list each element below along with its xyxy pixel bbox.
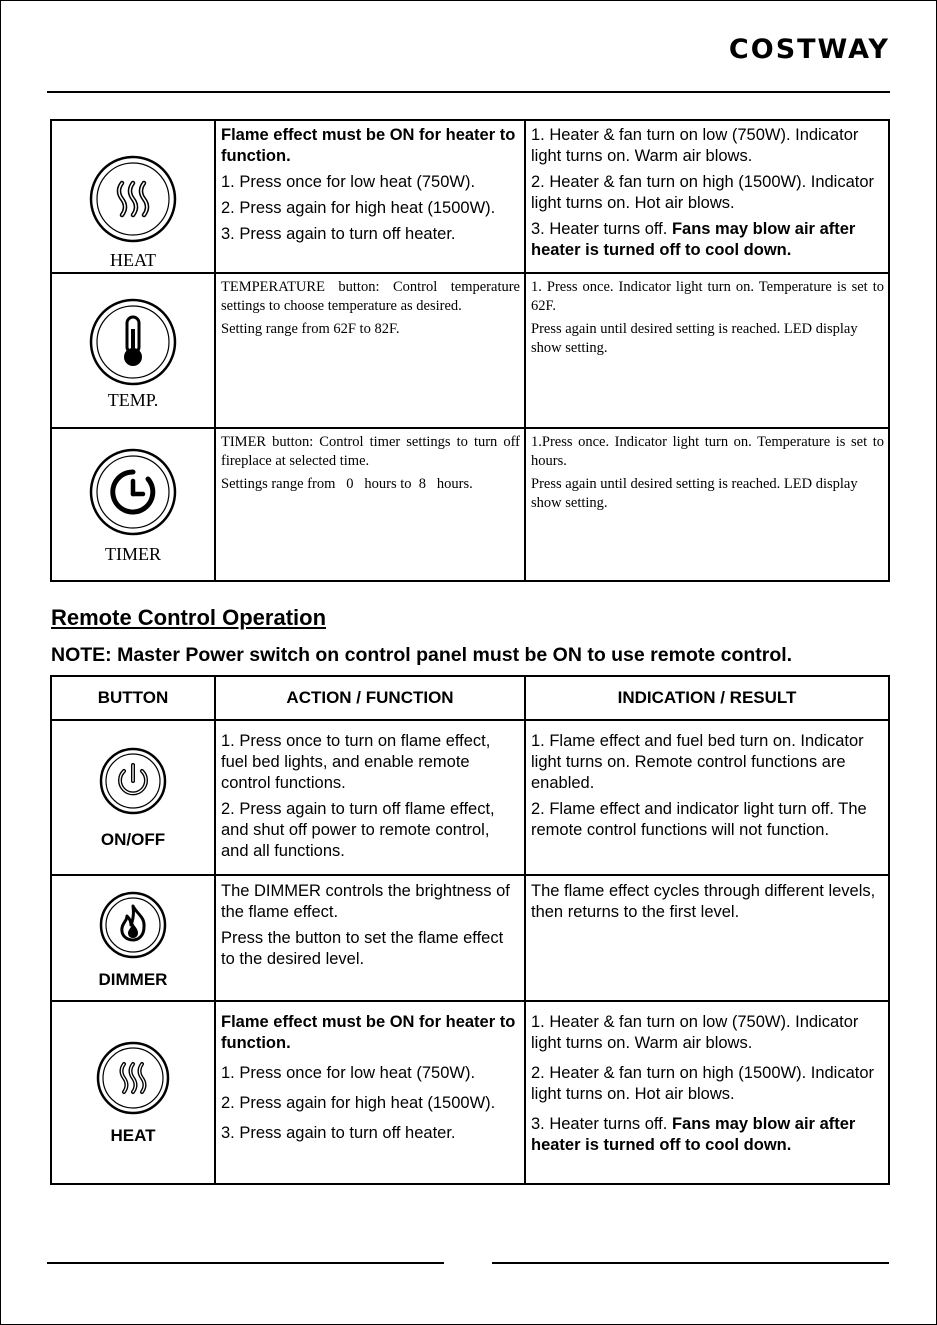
- power-icon: [98, 746, 168, 821]
- button-label: DIMMER: [98, 970, 168, 989]
- button-cell: [51, 720, 215, 875]
- heat-wave-icon: [88, 154, 178, 249]
- thermometer-icon: [88, 297, 178, 392]
- flame-icon: [98, 890, 168, 965]
- table-row: [51, 273, 889, 428]
- result-text: 1.Press once. Indicator light turn on. Temperature is set to hours.: [531, 434, 884, 469]
- table-row: [51, 1001, 889, 1184]
- result-cell: [525, 120, 889, 273]
- result-text: 1. Press once. Indicator light turn on. Temperature is set to 62F.: [531, 279, 884, 314]
- section-title: Remote Control Operation: [51, 605, 327, 630]
- brand-logo: COSTWAY: [728, 34, 890, 65]
- button-label: ON/OFF: [100, 830, 166, 849]
- result-cell: [525, 428, 889, 581]
- button-label: HEAT: [110, 1126, 156, 1145]
- button-label: HEAT: [110, 250, 156, 270]
- remote-note: NOTE: Master Power switch on control panel must be ON to use remote control.: [51, 644, 793, 666]
- result-text: 3. Heater turns off. Fans may blow air after heater is turned off to cool down.: [531, 220, 856, 259]
- action-text: 2. Press again for high heat (1500W).: [221, 1094, 496, 1112]
- action-cell: [215, 875, 525, 1001]
- action-cell: [215, 120, 525, 273]
- result-text: 2. Heater & fan turn on high (1500W). Indicator light turns on. Hot air blows.: [531, 173, 875, 212]
- action-text: The DIMMER controls the brightness of the flame effect.: [221, 882, 510, 921]
- button-cell: [51, 428, 215, 581]
- result-text: 2. Flame effect and indicator light turn off. The remote control functions will not function.: [531, 800, 867, 839]
- clock-icon: [88, 447, 178, 542]
- action-cell: [215, 1001, 525, 1184]
- header-rule: [47, 91, 890, 93]
- column-header: BUTTON: [51, 676, 215, 720]
- footer-rule-right: [492, 1262, 889, 1264]
- action-text: Flame effect must be ON for heater to function.: [221, 1013, 516, 1052]
- result-cell: [525, 875, 889, 1001]
- action-text: 2. Press again to turn off flame effect, and shut off power to remote control, and all functions.: [221, 800, 495, 860]
- footer-rule-left: [47, 1262, 444, 1264]
- action-text: 3. Press again to turn off heater.: [221, 225, 456, 243]
- button-cell: [51, 120, 215, 273]
- action-text: Press the button to set the flame effect to the desired level.: [221, 929, 504, 968]
- button-cell: [51, 273, 215, 428]
- table-header-row: [51, 676, 889, 720]
- result-text: 3. Heater turns off. Fans may blow air after heater is turned off to cool down.: [531, 1115, 856, 1154]
- action-text: 3. Press again to turn off heater.: [221, 1124, 456, 1142]
- action-text: Setting range from 62F to 82F.: [221, 321, 400, 337]
- action-text: Flame effect must be ON for heater to function.: [221, 126, 516, 165]
- remote-control-table: [50, 675, 890, 1185]
- result-cell: [525, 1001, 889, 1184]
- table-row: [51, 428, 889, 581]
- column-header: ACTION / FUNCTION: [215, 676, 525, 720]
- result-text: Press again until desired setting is reached. LED display show setting.: [531, 321, 858, 356]
- button-cell: [51, 875, 215, 1001]
- column-header: INDICATION / RESULT: [525, 676, 889, 720]
- action-text: 1. Press once for low heat (750W).: [221, 1064, 476, 1082]
- action-text: TIMER button: Control timer settings to turn off fireplace at selected time.: [221, 434, 520, 469]
- action-text: 1. Press once for low heat (750W).: [221, 173, 476, 191]
- result-text: 1. Flame effect and fuel bed turn on. Indicator light turns on. Remote control functions are enabled.: [531, 732, 864, 792]
- control-panel-table: [50, 119, 890, 582]
- heat-wave-icon: [95, 1040, 171, 1121]
- table-row: [51, 720, 889, 875]
- action-cell: [215, 428, 525, 581]
- result-cell: [525, 720, 889, 875]
- button-label: TEMP.: [107, 390, 159, 410]
- button-label: TIMER: [105, 544, 161, 564]
- result-text: Press again until desired setting is reached. LED display show setting.: [531, 476, 858, 511]
- result-text: The flame effect cycles through different levels, then returns to the first level.: [531, 882, 876, 921]
- action-text: 2. Press again for high heat (1500W).: [221, 199, 496, 217]
- button-cell: [51, 1001, 215, 1184]
- action-text: Settings range from 0 hours to 8 hours.: [221, 476, 473, 492]
- action-text: TEMPERATURE button: Control temperature settings to choose temperature as desired.: [221, 279, 520, 314]
- result-text: 1. Heater & fan turn on low (750W). Indicator light turns on. Warm air blows.: [531, 126, 859, 165]
- action-cell: [215, 720, 525, 875]
- action-text: 1. Press once to turn on flame effect, fuel bed lights, and enable remote control functions.: [221, 732, 491, 792]
- result-text: 2. Heater & fan turn on high (1500W). Indicator light turns on. Hot air blows.: [531, 1064, 875, 1103]
- action-cell: [215, 273, 525, 428]
- table-row: [51, 120, 889, 273]
- result-cell: [525, 273, 889, 428]
- result-text: 1. Heater & fan turn on low (750W). Indicator light turns on. Warm air blows.: [531, 1013, 859, 1052]
- table-row: [51, 875, 889, 1001]
